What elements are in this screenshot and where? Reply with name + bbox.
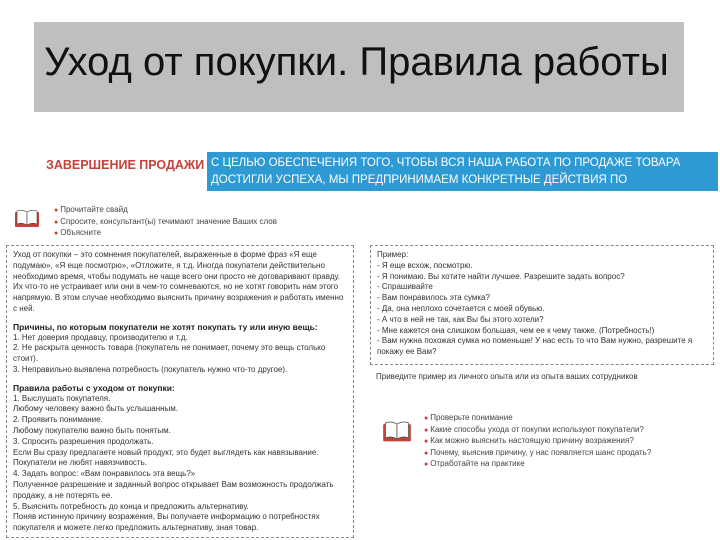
example-box (370, 245, 714, 365)
list-item: ● Отработайте на практике (424, 459, 651, 471)
book-icon (14, 207, 40, 229)
list-item: - Вам нужна похожая сумка но поменьше! У нас есть то что Вам нужно, разрешите я покажу ее Вам? (377, 336, 693, 357)
list-item: 1. Нет доверия продавцу, производителю и т.д. (13, 332, 188, 342)
list-item: ● Какие способы ухода от покупки используют покупатели? (424, 425, 651, 437)
list-item: ● Проверьте понимание (424, 413, 651, 425)
bottom-bullet-list (424, 413, 651, 471)
section-heading: ЗАВЕРШЕНИЕ ПРОДАЖИ (46, 158, 205, 172)
list-item: - Мне кажется она слишком большая, чем ее к чему также. (Потребность!) (377, 325, 655, 335)
top-bullet-list (54, 205, 277, 240)
list-item: ● Прочитайте свайд (54, 205, 277, 217)
book-icon (382, 418, 412, 444)
intro-text: Уход от покупки – это сомнения покупателей, выраженные в форме фраз «Я еще подумаю», «Я еще посмотрю», «Отложите, я т.д. Иногда покупатели действительно необходимо время, чтобы подумать не чаще всего они просто не договаривают правду. Их что-то не устраивает или они в чем-то сомневаются, но не хотят говорить нам этого напрямую. В этом случае необходимо выяснить причину возражения и работать именно с ней. (13, 250, 344, 313)
list-item: ● Почему, выяснив причину, у нас появляется шанс продать? (424, 448, 651, 460)
list-item: - Да, она неплохо сочетается с моей обувью. (377, 303, 545, 313)
list-item: Любому человеку важно быть услышанным. (13, 404, 179, 414)
list-item: 2. Проявить понимание. (13, 415, 103, 425)
list-item: 4. Задать вопрос: «Вам понравилось эта вещь?» (13, 469, 196, 479)
title-banner (34, 22, 684, 112)
list-item: ● Объясните (54, 228, 277, 240)
list-item: 3. Неправильно выявлена потребность (покупатель нужно что-то другое). (13, 364, 288, 374)
list-item: 2. Не раскрыта ценность товара (покупатель не понимает, почему это вещь столько стоит). (13, 343, 326, 364)
header-banner: С ЦЕЛЬЮ ОБЕСПЕЧЕНИЯ ТОГО, ЧТОБЫ ВСЯ НАША РАБОТА ПО ПРОДАЖЕ ТОВАРА ДОСТИГЛИ УСПЕХА, МЫ ПРЕДПРИНИМАЕМ КОНКРЕТНЫЕ ДЕЙСТВИЯ ПО ОФОРМЛЕНИЮ СДЕЛКИ (207, 152, 718, 191)
list-item: Полученное разрешение и заданный вопрос открывает Вам возможность продолжать продажу, а не потерять ее. (13, 479, 334, 500)
list-item: - Вам понравилось эта сумка? (377, 293, 490, 303)
page-title: Уход от покупки. Правила работы (44, 40, 669, 84)
list-item: Если Вы сразу предлагаете новый продукт, это будет выглядеть как навязывание. Покупатели не любят навязчивость. (13, 447, 319, 468)
list-item: - Я понимаю. Вы хотите найти лучшее. Разрешите задать вопрос? (377, 271, 625, 281)
example-heading: Пример: (377, 250, 409, 259)
list-item: ● Спросите, консультант(ы) течимают значение Ваших слов (54, 217, 277, 229)
example-note: Приведите пример из личного опыта или из опыта ваших сотрудников (376, 372, 638, 381)
rules-box (6, 245, 354, 538)
rules-heading: Правила работы с уходом от покупки: (13, 382, 175, 393)
list-item: Любому покупателю важно быть понятым. (13, 425, 171, 435)
document-slide (2, 150, 718, 538)
list-item: 1. Выслушать покупателя. (13, 393, 111, 403)
list-item: - А что в ней не так, как Вы бы этого хотели? (377, 314, 544, 324)
list-item: 3. Спросить разрешения продолжать. (13, 436, 154, 446)
list-item: ● Как можно выяснить настоящую причину возражения? (424, 436, 651, 448)
reasons-heading: Причины, по которым покупатели не хотят покупать ту или иную вещь: (13, 321, 318, 332)
list-item: - Спрашивайте (377, 282, 433, 292)
list-item: 5. Выяснить потребность до конца и предложить альтернативу. (13, 501, 249, 511)
list-item: Поняв истинную причину возражения, Вы получаете информацию о потребностях покупателя и можете легко предложить альтернативу, зная товар. (13, 512, 320, 533)
list-item: - Я еще всхож, посмотрю. (377, 260, 473, 270)
